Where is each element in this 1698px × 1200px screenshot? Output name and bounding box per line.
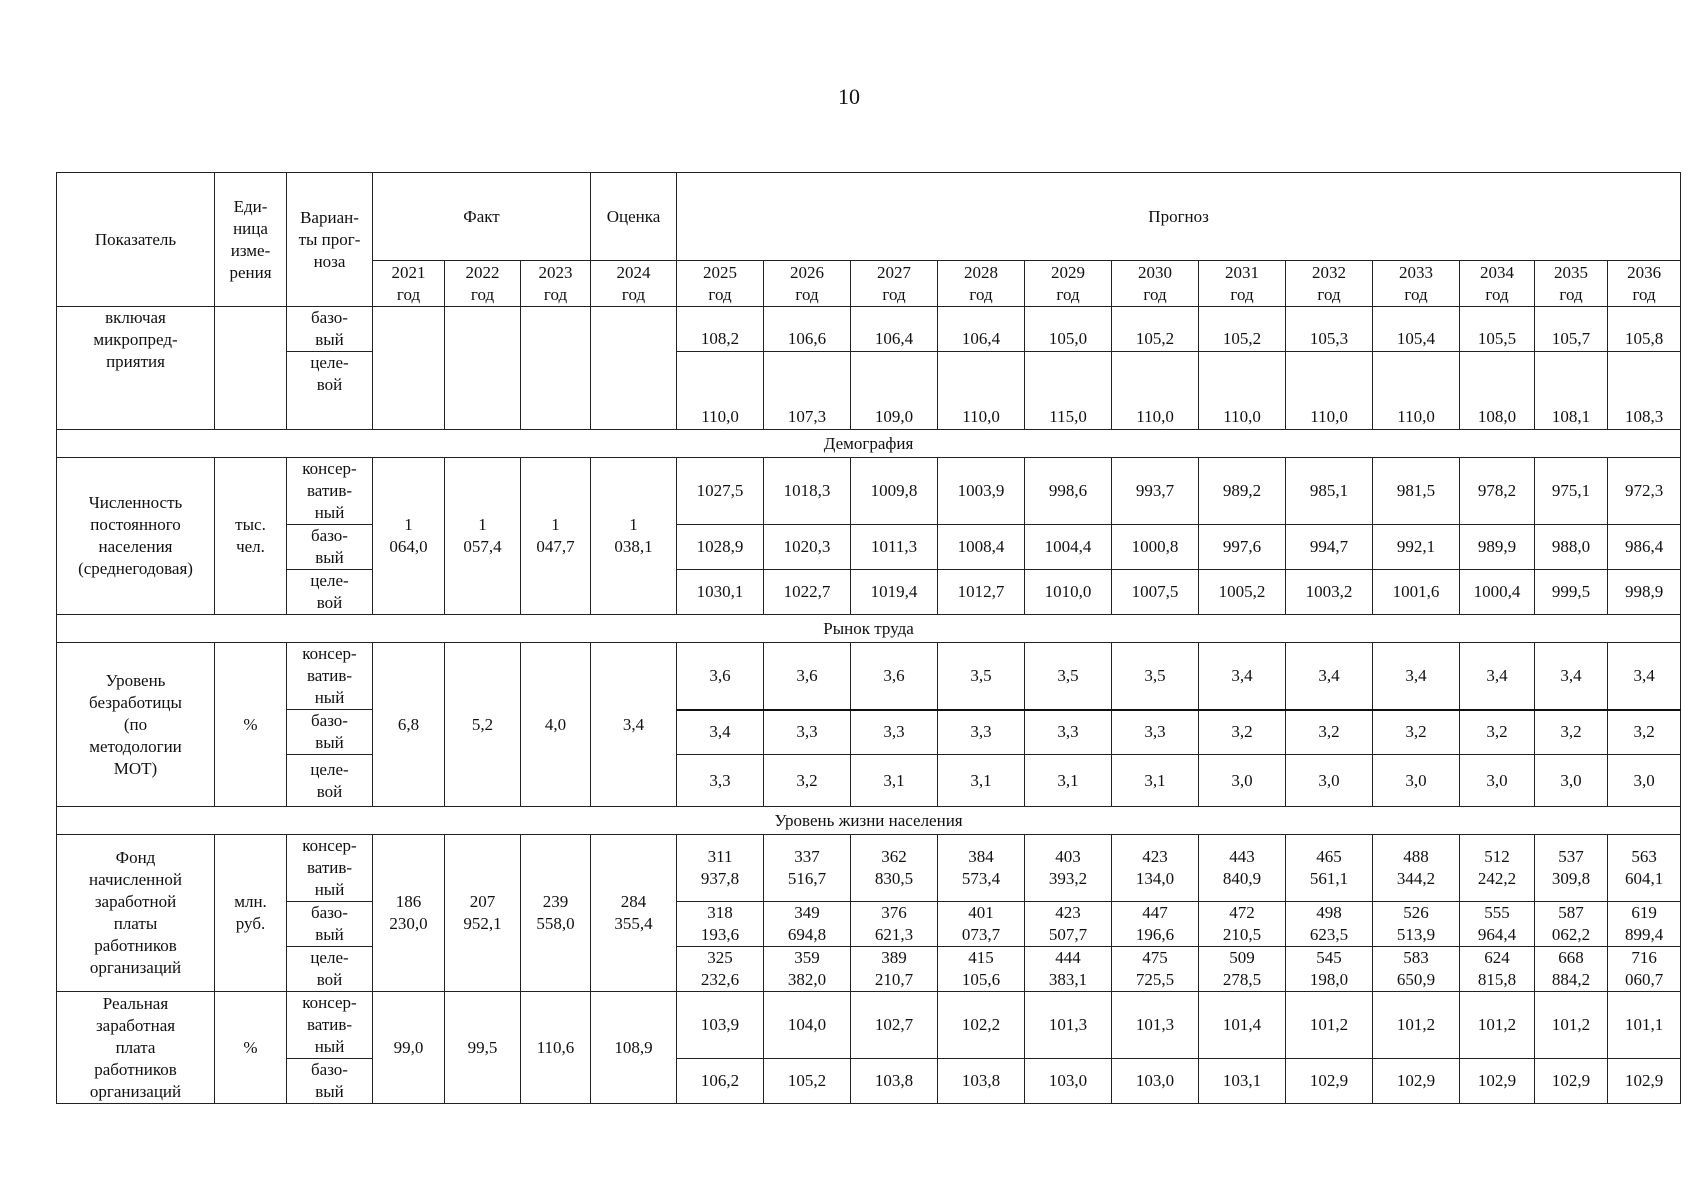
variant-label: базо- вый [287, 902, 373, 947]
value-cell: 555 964,4 [1460, 902, 1535, 947]
value-cell: 103,8 [938, 1059, 1025, 1104]
fact-value: 186 230,0 [373, 835, 445, 992]
year-header: 2022 год [445, 261, 521, 307]
year-header: 2031 год [1199, 261, 1286, 307]
header-indicator: Показатель [57, 173, 215, 307]
value-cell: 105,7 [1535, 307, 1608, 352]
value-cell: 106,4 [938, 307, 1025, 352]
year-header: 2033 год [1373, 261, 1460, 307]
variant-label: базо- вый [287, 1059, 373, 1104]
year-header: 2032 год [1286, 261, 1373, 307]
value-cell: 106,4 [851, 307, 938, 352]
indicator-label: Уровень безработицы (по методологии МОТ) [57, 643, 215, 807]
indicator-label: включая микропред- приятия [57, 307, 215, 430]
year-header: 2024 год [591, 261, 677, 307]
value-cell: 999,5 [1535, 570, 1608, 615]
year-header: 2034 год [1460, 261, 1535, 307]
variant-label: базо- вый [287, 710, 373, 755]
value-cell: 110,0 [1286, 352, 1373, 430]
value-cell: 3,1 [938, 755, 1025, 807]
value-cell: 447 196,6 [1112, 902, 1199, 947]
value-cell: 3,2 [1286, 710, 1373, 755]
value-cell: 105,2 [1112, 307, 1199, 352]
fact-cell [521, 307, 591, 430]
value-cell: 3,3 [764, 710, 851, 755]
value-cell: 102,9 [1373, 1059, 1460, 1104]
fact-value: 5,2 [445, 643, 521, 807]
fact-cell [373, 307, 445, 430]
value-cell: 3,4 [1199, 643, 1286, 710]
indicator-label: Численность постоянного населения (среднегодовая) [57, 458, 215, 615]
value-cell: 992,1 [1373, 525, 1460, 570]
fact-value: 1 047,7 [521, 458, 591, 615]
value-cell: 587 062,2 [1535, 902, 1608, 947]
value-cell: 1003,2 [1286, 570, 1373, 615]
header-estimate: Оценка [591, 173, 677, 261]
value-cell: 1001,6 [1373, 570, 1460, 615]
value-cell: 102,9 [1608, 1059, 1681, 1104]
fact-value: 1 064,0 [373, 458, 445, 615]
value-cell: 337 516,7 [764, 835, 851, 902]
value-cell: 3,3 [938, 710, 1025, 755]
value-cell: 975,1 [1535, 458, 1608, 525]
year-header: 2025 год [677, 261, 764, 307]
value-cell: 1030,1 [677, 570, 764, 615]
value-cell: 465 561,1 [1286, 835, 1373, 902]
section-title-demography: Демография [57, 430, 1681, 458]
value-cell: 108,1 [1535, 352, 1608, 430]
value-cell: 105,2 [764, 1059, 851, 1104]
value-cell: 619 899,4 [1608, 902, 1681, 947]
fact-value: 99,5 [445, 992, 521, 1104]
header-fact: Факт [373, 173, 591, 261]
value-cell: 472 210,5 [1199, 902, 1286, 947]
value-cell: 498 623,5 [1286, 902, 1373, 947]
header-variant: Вариан- ты прог- ноза [287, 173, 373, 307]
value-cell: 359 382,0 [764, 947, 851, 992]
value-cell: 349 694,8 [764, 902, 851, 947]
value-cell: 105,0 [1025, 307, 1112, 352]
value-cell: 3,1 [1112, 755, 1199, 807]
value-cell: 985,1 [1286, 458, 1373, 525]
value-cell: 3,2 [1460, 710, 1535, 755]
value-cell: 101,2 [1286, 992, 1373, 1059]
fact-value: 207 952,1 [445, 835, 521, 992]
year-header: 2036 год [1608, 261, 1681, 307]
value-cell: 105,8 [1608, 307, 1681, 352]
year-header: 2028 год [938, 261, 1025, 307]
value-cell: 105,5 [1460, 307, 1535, 352]
page-number: 10 [838, 84, 860, 109]
variant-label: базо- вый [287, 307, 373, 352]
unit-label: тыс. чел. [215, 458, 287, 615]
header-unit: Еди- ница изме- рения [215, 173, 287, 307]
value-cell: 102,9 [1460, 1059, 1535, 1104]
value-cell: 1028,9 [677, 525, 764, 570]
value-cell: 1008,4 [938, 525, 1025, 570]
value-cell: 103,1 [1199, 1059, 1286, 1104]
value-cell: 3,0 [1286, 755, 1373, 807]
value-cell: 3,2 [1535, 710, 1608, 755]
value-cell: 972,3 [1608, 458, 1681, 525]
value-cell: 107,3 [764, 352, 851, 430]
value-cell: 423 507,7 [1025, 902, 1112, 947]
value-cell: 512 242,2 [1460, 835, 1535, 902]
value-cell: 3,0 [1608, 755, 1681, 807]
variant-label: консер- ватив- ный [287, 643, 373, 710]
value-cell: 3,5 [1112, 643, 1199, 710]
value-cell: 981,5 [1373, 458, 1460, 525]
value-cell: 3,5 [1025, 643, 1112, 710]
value-cell: 993,7 [1112, 458, 1199, 525]
value-cell: 3,3 [677, 755, 764, 807]
value-cell: 1019,4 [851, 570, 938, 615]
value-cell: 988,0 [1535, 525, 1608, 570]
value-cell: 488 344,2 [1373, 835, 1460, 902]
value-cell: 3,6 [851, 643, 938, 710]
value-cell: 108,3 [1608, 352, 1681, 430]
value-cell: 668 884,2 [1535, 947, 1608, 992]
value-cell: 3,0 [1535, 755, 1608, 807]
value-cell: 563 604,1 [1608, 835, 1681, 902]
value-cell: 1012,7 [938, 570, 1025, 615]
value-cell: 986,4 [1608, 525, 1681, 570]
value-cell: 109,0 [851, 352, 938, 430]
variant-label: консер- ватив- ный [287, 458, 373, 525]
value-cell: 105,3 [1286, 307, 1373, 352]
value-cell: 3,4 [1460, 643, 1535, 710]
fact-value: 3,4 [591, 643, 677, 807]
value-cell: 105,2 [1199, 307, 1286, 352]
fact-cell [445, 307, 521, 430]
value-cell: 1018,3 [764, 458, 851, 525]
fact-value: 239 558,0 [521, 835, 591, 992]
value-cell: 318 193,6 [677, 902, 764, 947]
value-cell: 101,3 [1025, 992, 1112, 1059]
indicator-label: Фонд начисленной заработной платы работников организаций [57, 835, 215, 992]
value-cell: 103,0 [1112, 1059, 1199, 1104]
value-cell: 998,9 [1608, 570, 1681, 615]
fact-cell [591, 307, 677, 430]
value-cell: 444 383,1 [1025, 947, 1112, 992]
unit-label: млн. руб. [215, 835, 287, 992]
value-cell: 3,5 [938, 643, 1025, 710]
fact-value: 1 057,4 [445, 458, 521, 615]
value-cell: 1003,9 [938, 458, 1025, 525]
value-cell: 1022,7 [764, 570, 851, 615]
value-cell: 545 198,0 [1286, 947, 1373, 992]
value-cell: 115,0 [1025, 352, 1112, 430]
value-cell: 989,9 [1460, 525, 1535, 570]
fact-value: 110,6 [521, 992, 591, 1104]
header-forecast: Прогноз [677, 173, 1681, 261]
value-cell: 101,2 [1460, 992, 1535, 1059]
value-cell: 101,1 [1608, 992, 1681, 1059]
year-header: 2035 год [1535, 261, 1608, 307]
value-cell: 101,4 [1199, 992, 1286, 1059]
value-cell: 1005,2 [1199, 570, 1286, 615]
variant-label: целе- вой [287, 755, 373, 807]
value-cell: 102,9 [1535, 1059, 1608, 1104]
value-cell: 997,6 [1199, 525, 1286, 570]
value-cell: 1004,4 [1025, 525, 1112, 570]
value-cell: 103,8 [851, 1059, 938, 1104]
section-title-living: Уровень жизни населения [57, 807, 1681, 835]
year-header: 2030 год [1112, 261, 1199, 307]
value-cell: 3,4 [1535, 643, 1608, 710]
fact-value: 4,0 [521, 643, 591, 807]
value-cell: 624 815,8 [1460, 947, 1535, 992]
value-cell: 3,4 [1608, 643, 1681, 710]
unit-label: % [215, 643, 287, 807]
fact-value: 6,8 [373, 643, 445, 807]
value-cell: 978,2 [1460, 458, 1535, 525]
value-cell: 3,6 [677, 643, 764, 710]
value-cell: 106,6 [764, 307, 851, 352]
value-cell: 104,0 [764, 992, 851, 1059]
value-cell: 716 060,7 [1608, 947, 1681, 992]
value-cell: 101,2 [1535, 992, 1608, 1059]
value-cell: 509 278,5 [1199, 947, 1286, 992]
value-cell: 3,1 [1025, 755, 1112, 807]
value-cell: 1007,5 [1112, 570, 1199, 615]
value-cell: 102,7 [851, 992, 938, 1059]
value-cell: 1011,3 [851, 525, 938, 570]
value-cell: 102,9 [1286, 1059, 1373, 1104]
value-cell: 3,0 [1460, 755, 1535, 807]
value-cell: 103,0 [1025, 1059, 1112, 1104]
value-cell: 3,4 [1286, 643, 1373, 710]
fact-value: 1 038,1 [591, 458, 677, 615]
value-cell: 1000,8 [1112, 525, 1199, 570]
value-cell: 1000,4 [1460, 570, 1535, 615]
value-cell: 110,0 [677, 352, 764, 430]
variant-label: консер- ватив- ный [287, 835, 373, 902]
variant-label: целе- вой [287, 947, 373, 992]
value-cell: 110,0 [1112, 352, 1199, 430]
value-cell: 105,4 [1373, 307, 1460, 352]
value-cell: 423 134,0 [1112, 835, 1199, 902]
value-cell: 3,3 [851, 710, 938, 755]
value-cell: 443 840,9 [1199, 835, 1286, 902]
value-cell: 403 393,2 [1025, 835, 1112, 902]
value-cell: 475 725,5 [1112, 947, 1199, 992]
year-header: 2021 год [373, 261, 445, 307]
value-cell: 3,2 [1608, 710, 1681, 755]
value-cell: 389 210,7 [851, 947, 938, 992]
value-cell: 3,2 [764, 755, 851, 807]
unit-label: % [215, 992, 287, 1104]
value-cell: 537 309,8 [1535, 835, 1608, 902]
value-cell: 103,9 [677, 992, 764, 1059]
value-cell: 3,3 [1025, 710, 1112, 755]
fact-value: 99,0 [373, 992, 445, 1104]
value-cell: 376 621,3 [851, 902, 938, 947]
value-cell: 3,6 [764, 643, 851, 710]
value-cell: 415 105,6 [938, 947, 1025, 992]
value-cell: 110,0 [1199, 352, 1286, 430]
fact-value: 108,9 [591, 992, 677, 1104]
value-cell: 1020,3 [764, 525, 851, 570]
value-cell: 110,0 [1373, 352, 1460, 430]
year-header: 2027 год [851, 261, 938, 307]
value-cell: 3,2 [1373, 710, 1460, 755]
year-header: 2029 год [1025, 261, 1112, 307]
value-cell: 3,4 [677, 710, 764, 755]
value-cell: 384 573,4 [938, 835, 1025, 902]
value-cell: 1010,0 [1025, 570, 1112, 615]
value-cell: 3,2 [1199, 710, 1286, 755]
year-header: 2023 год [521, 261, 591, 307]
value-cell: 325 232,6 [677, 947, 764, 992]
value-cell: 3,1 [851, 755, 938, 807]
value-cell: 3,4 [1373, 643, 1460, 710]
value-cell: 106,2 [677, 1059, 764, 1104]
value-cell: 989,2 [1199, 458, 1286, 525]
variant-label: базо- вый [287, 525, 373, 570]
value-cell: 362 830,5 [851, 835, 938, 902]
variant-label: консер- ватив- ный [287, 992, 373, 1059]
value-cell: 3,0 [1199, 755, 1286, 807]
value-cell: 994,7 [1286, 525, 1373, 570]
value-cell: 311 937,8 [677, 835, 764, 902]
value-cell: 3,0 [1373, 755, 1460, 807]
forecast-table [56, 172, 1681, 1104]
value-cell: 583 650,9 [1373, 947, 1460, 992]
value-cell: 998,6 [1025, 458, 1112, 525]
fact-value: 284 355,4 [591, 835, 677, 992]
value-cell: 401 073,7 [938, 902, 1025, 947]
value-cell: 1009,8 [851, 458, 938, 525]
value-cell: 101,2 [1373, 992, 1460, 1059]
value-cell: 110,0 [938, 352, 1025, 430]
value-cell: 101,3 [1112, 992, 1199, 1059]
unit-cell [215, 307, 287, 430]
value-cell: 526 513,9 [1373, 902, 1460, 947]
value-cell: 1027,5 [677, 458, 764, 525]
value-cell: 108,0 [1460, 352, 1535, 430]
indicator-label: Реальная заработная плата работников организаций [57, 992, 215, 1104]
section-title-labor: Рынок труда [57, 615, 1681, 643]
value-cell: 3,3 [1112, 710, 1199, 755]
value-cell: 108,2 [677, 307, 764, 352]
value-cell: 102,2 [938, 992, 1025, 1059]
variant-label: целе- вой [287, 570, 373, 615]
variant-label: целе- вой [287, 352, 373, 430]
year-header: 2026 год [764, 261, 851, 307]
